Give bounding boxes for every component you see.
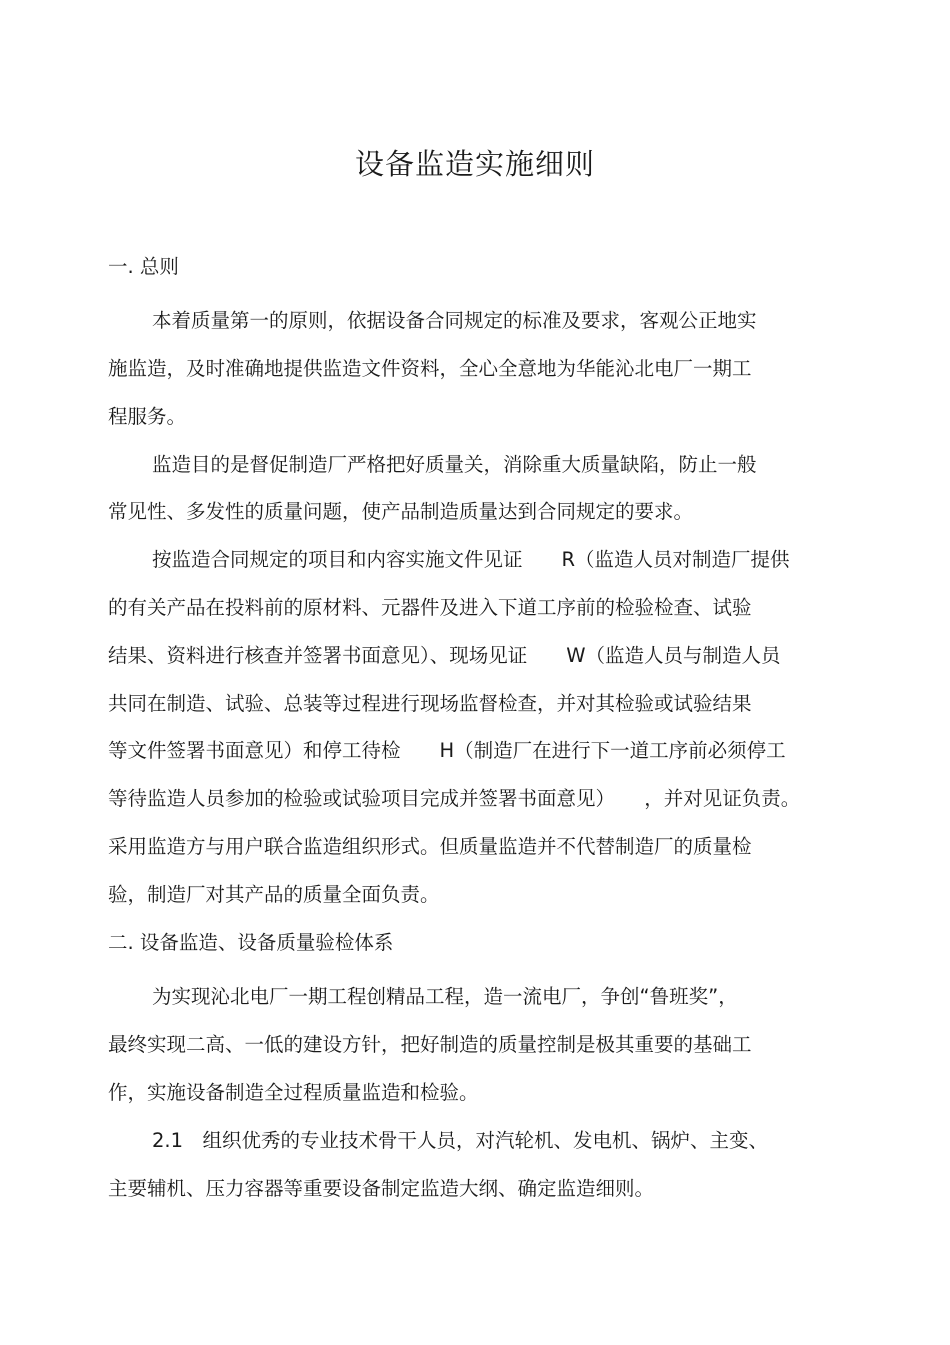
paragraph-line: 常见性、多发性的质量问题，使产品制造质量达到合同规定的要求。 bbox=[108, 500, 694, 523]
paragraph-line: 程服务。 bbox=[108, 405, 187, 428]
paragraph-line: 等文件签署书面意见）和停工待检 H（制造厂在进行下一道工序前必须停工 bbox=[108, 739, 786, 762]
paragraph-line: 作，实施设备制造全过程质量监造和检验。 bbox=[108, 1081, 479, 1104]
paragraph-line: 监造目的是督促制造厂严格把好质量关，消除重大质量缺陷，防止一般 bbox=[152, 453, 757, 476]
paragraph-line: 的有关产品在投料前的原材料、元器件及进入下道工序前的检验检查、试验 bbox=[108, 596, 752, 619]
paragraph-line: 验，制造厂对其产品的质量全面负责。 bbox=[108, 883, 440, 906]
paragraph-line: 为实现沁北电厂一期工程创精品工程，造一流电厂，争创“鲁班奖”， bbox=[152, 985, 738, 1008]
section-heading-1: 一. 总则 bbox=[108, 255, 179, 278]
paragraph-line: 主要辅机、压力容器等重要设备制定监造大纲、确定监造细则。 bbox=[108, 1177, 655, 1200]
paragraph-line: 2.1 组织优秀的专业技术骨干人员，对汽轮机、发电机、锅炉、主变、 bbox=[152, 1129, 769, 1152]
document-title: 设备监造实施细则 bbox=[354, 147, 595, 181]
paragraph-line: 结果、资料进行核查并签署书面意见）、现场见证 W（监造人员与制造人员 bbox=[108, 644, 781, 667]
paragraph-line: 最终实现二高、一低的建设方针，把好制造的质量控制是极其重要的基础工 bbox=[108, 1033, 752, 1056]
section-heading-2: 二. 设备监造、设备质量验检体系 bbox=[108, 931, 394, 954]
paragraph-line: 采用监造方与用户联合监造组织形式。但质量监造并不代替制造厂的质量检 bbox=[108, 835, 752, 858]
paragraph-line: 本着质量第一的原则，依据设备合同规定的标准及要求，客观公正地实 bbox=[152, 309, 757, 332]
paragraph-line: 等待监造人员参加的检验或试验项目完成并签署书面意见） ，并对见证负责。 bbox=[108, 787, 801, 810]
paragraph-line: 施监造，及时准确地提供监造文件资料，全心全意地为华能沁北电厂一期工 bbox=[108, 357, 752, 380]
paragraph-line: 按监造合同规定的项目和内容实施文件见证 R（监造人员对制造厂提供 bbox=[152, 548, 790, 571]
paragraph-line: 共同在制造、试验、总装等过程进行现场监督检查，并对其检验或试验结果 bbox=[108, 692, 752, 715]
